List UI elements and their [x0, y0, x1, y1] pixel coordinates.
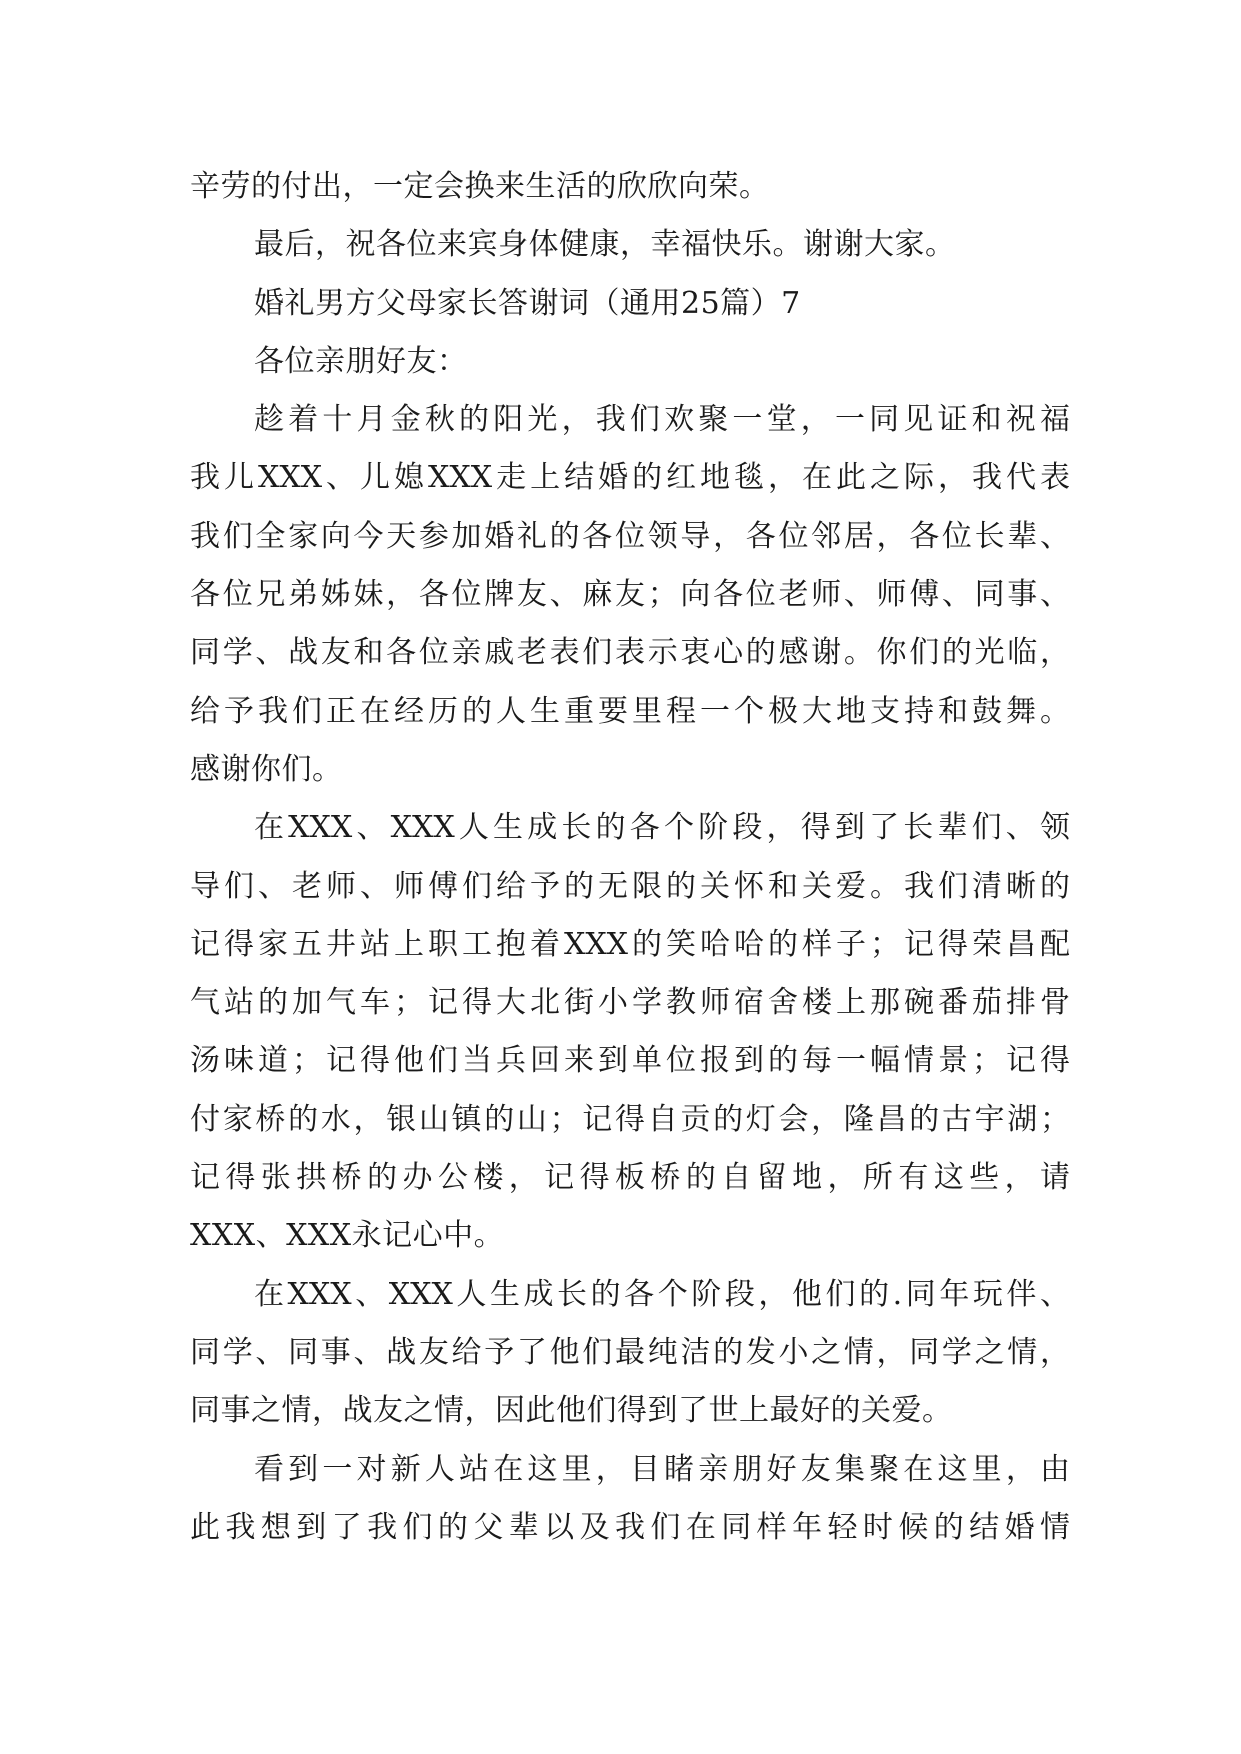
text-line: 趁着十月金秋的阳光，我们欢聚一堂，一同见证和祝福 [254, 402, 1070, 438]
text-line: 看到一对新人站在这里，目睹亲朋好友集聚在这里，由 [254, 1451, 1070, 1487]
text-line: 导们、老师、师傅们给予的无限的关怀和关爱。我们清晰的 [190, 868, 1070, 904]
text-line: XXX、XXX永记心中。 [190, 1218, 505, 1254]
text-line: 此我想到了我们的父辈以及我们在同样年轻时候的结婚情 [190, 1509, 1070, 1545]
text-line: 在XXX、XXX人生成长的各个阶段，得到了长辈们、领 [254, 810, 1070, 846]
text-line: 记得张拱桥的办公楼，记得板桥的自留地，所有这些，请 [190, 1160, 1070, 1196]
text-line: 同事之情，战友之情，因此他们得到了世上最好的关爱。 [190, 1393, 953, 1429]
text-line: 汤味道；记得他们当兵回来到单位报到的每一幅情景；记得 [190, 1043, 1070, 1079]
text-line: 最后，祝各位来宾身体健康，幸福快乐。谢谢大家。 [254, 227, 956, 263]
text-line: 记得家五井站上职工抱着XXX的笑哈哈的样子；记得荣昌配 [190, 926, 1070, 962]
document-body [190, 158, 1070, 1557]
text-line: 付家桥的水，银山镇的山；记得自贡的灯会，隆昌的古宇湖； [190, 1101, 1070, 1137]
text-line: 同学、同事、战友给予了他们最纯洁的发小之情，同学之情， [190, 1334, 1070, 1370]
text-line: 我儿XXX、儿媳XXX走上结婚的红地毯，在此之际，我代表 [190, 460, 1070, 496]
text-line: 我们全家向今天参加婚礼的各位领导，各位邻居，各位长辈、 [190, 518, 1070, 554]
text-line: 给予我们正在经历的人生重要里程一个极大地支持和鼓舞。 [190, 693, 1070, 729]
text-line: 辛劳的付出，一定会换来生活的欣欣向荣。 [190, 169, 770, 204]
text-line: 各位兄弟姊妹，各位牌友、麻友；向各位老师、师傅、同事、 [190, 577, 1070, 613]
text-line: 在XXX、XXX人生成长的各个阶段，他们的.同年玩伴、 [254, 1276, 1070, 1312]
text-line: 同学、战友和各位亲戚老表们表示衷心的感谢。你们的光临， [190, 635, 1070, 671]
salutation: 各位亲朋好友： [254, 343, 468, 379]
text-line: 气站的加气车；记得大北街小学教师宿舍楼上那碗番茄排骨 [190, 985, 1070, 1021]
text-line: 感谢你们。 [190, 751, 343, 787]
section-heading: 婚礼男方父母家长答谢词（通用25篇）7 [254, 285, 801, 321]
